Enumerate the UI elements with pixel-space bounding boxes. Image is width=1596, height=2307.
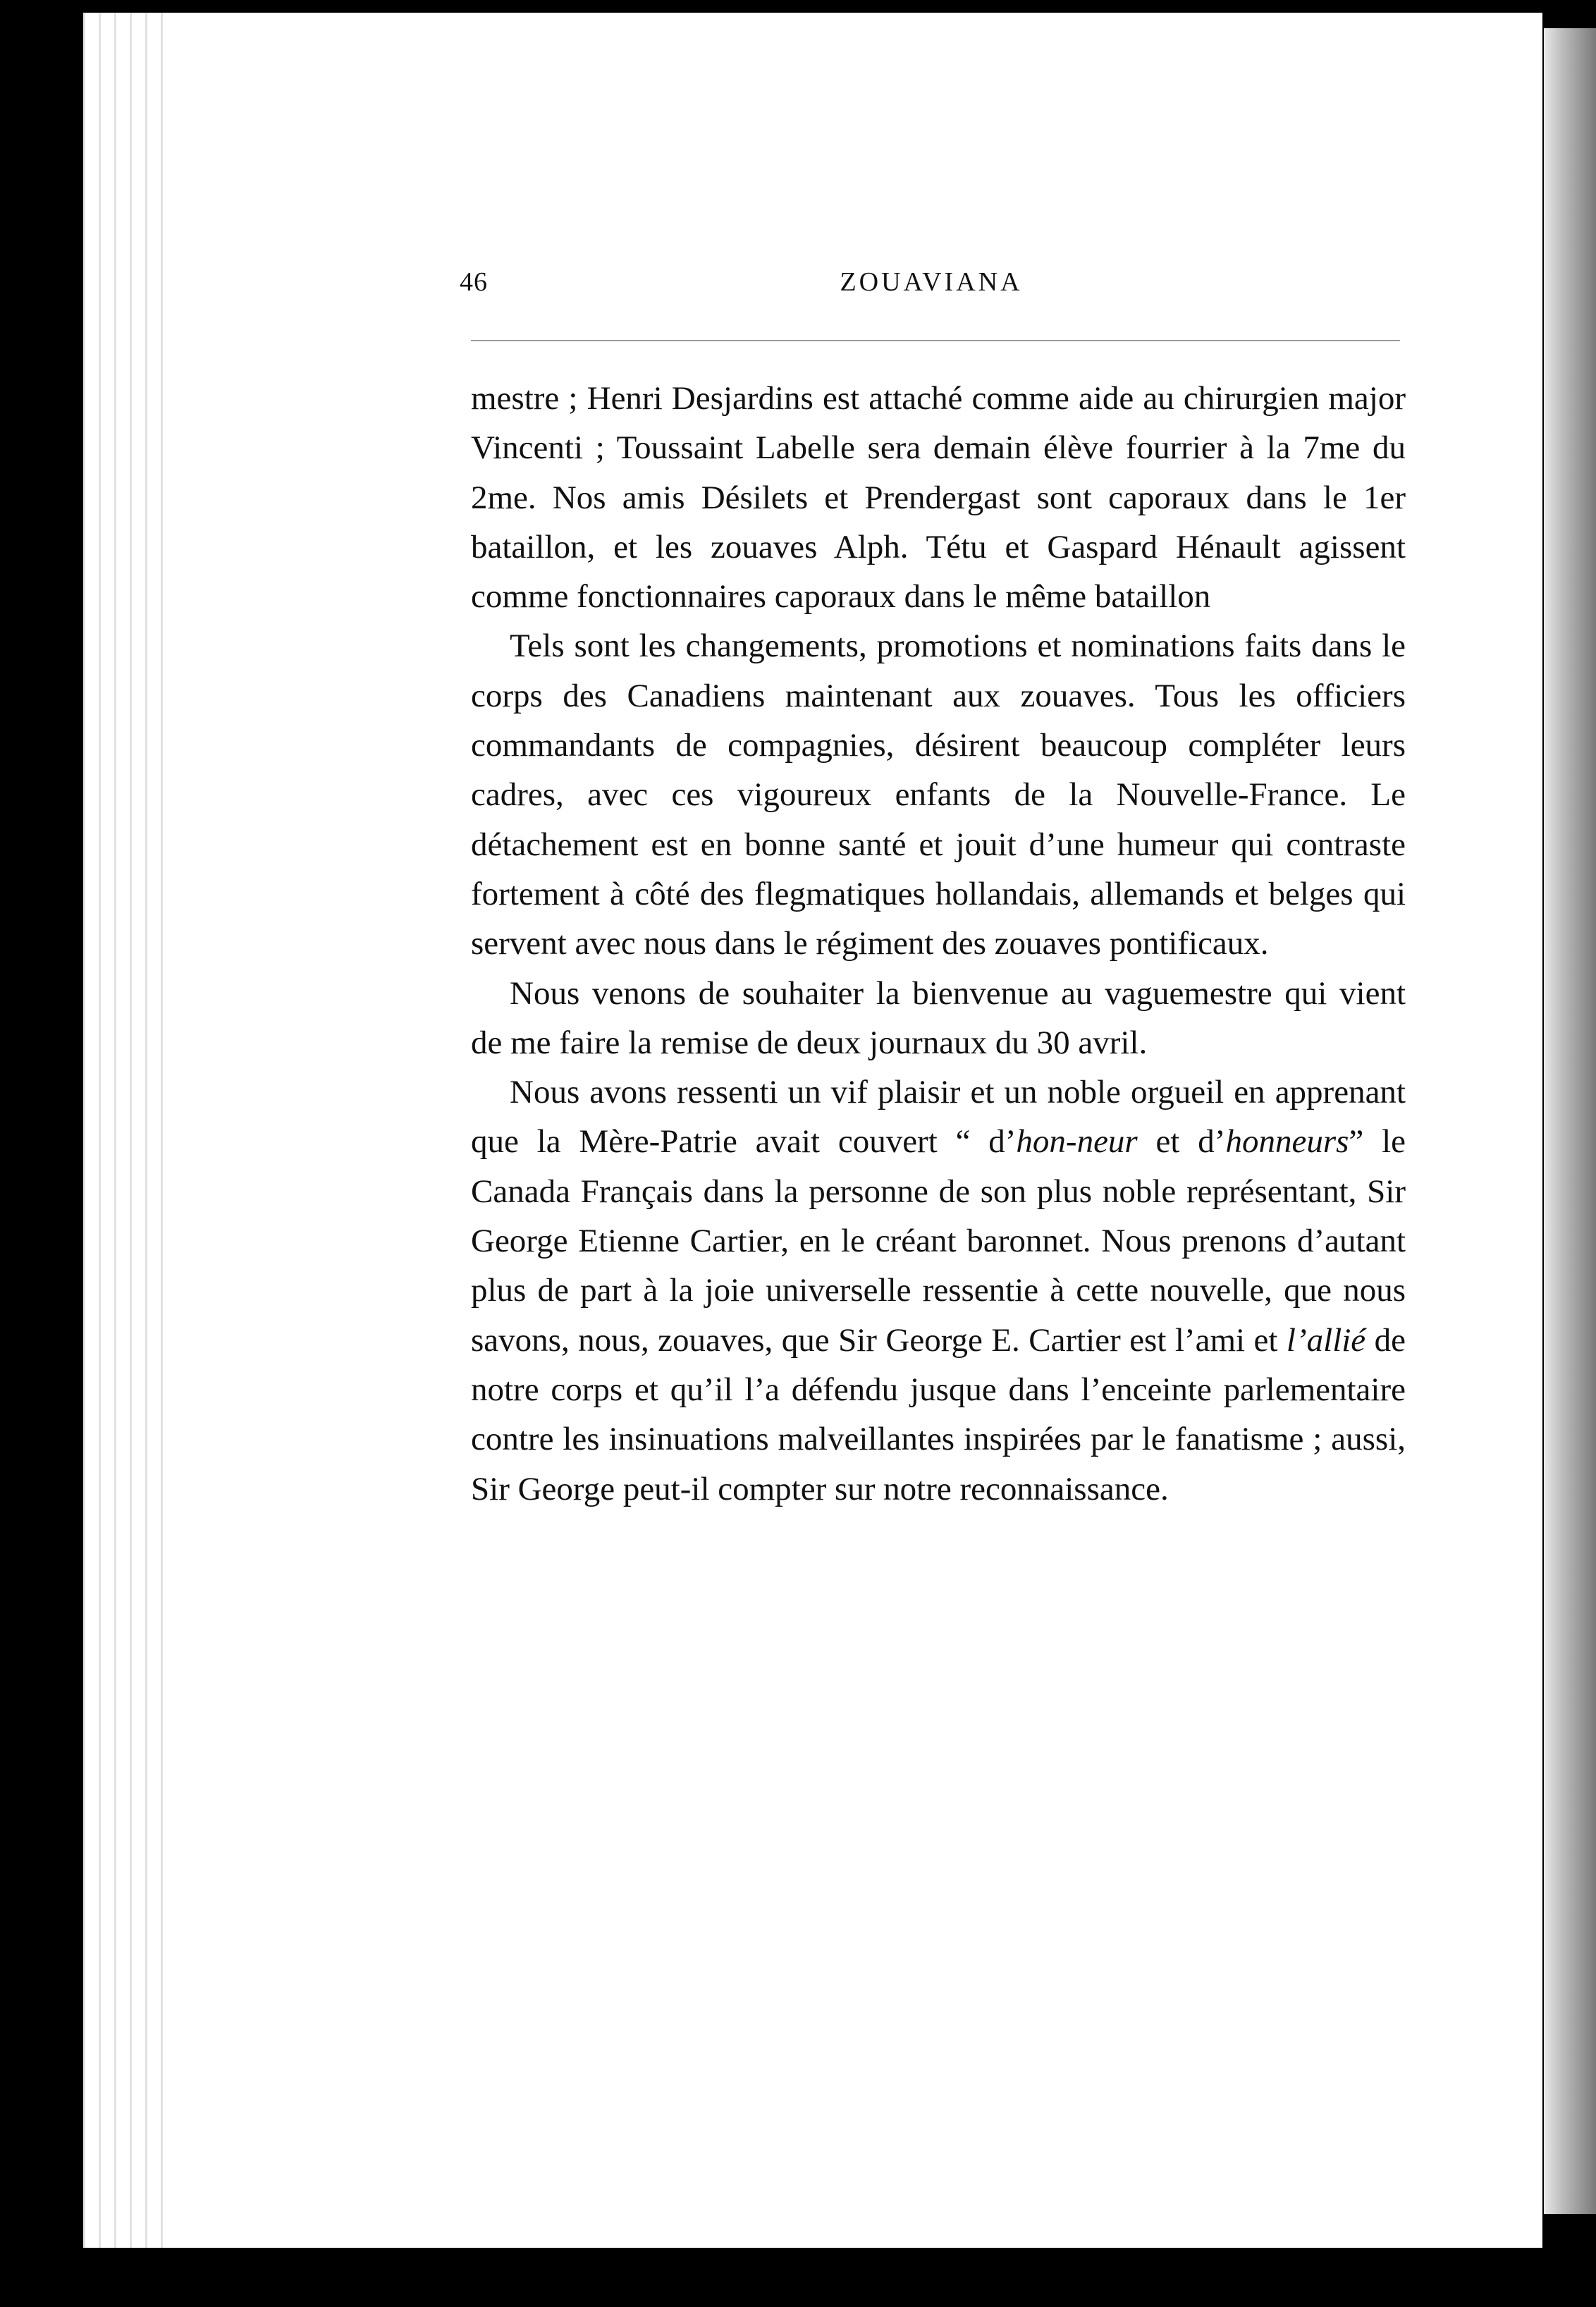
paragraph-4-part-1: Nous avons ressenti un vif plaisir et un noble orgueil en apprenant que la Mère-Patrie avait couvert “ d’ bbox=[471, 1074, 1406, 1161]
paragraph-1: mestre ; Henri Desjardins est attaché comme aide au chirurgien major Vincenti ; Toussaint Labelle sera demain élève fourrier à la 7me du 2me. Nos amis Désilets et Prendergast sont caporaux dans le 1er bataillon, et les zouaves Alph. Tétu et Gaspard Hénault agissent comme fonctionnaires caporaux dans le même bataillon bbox=[471, 380, 1406, 616]
paragraph-3: Nous venons de souhaiter la bienvenue au vaguemestre qui vient de me faire la remise de deux journaux du 30 avril. bbox=[471, 974, 1406, 1061]
header-rule bbox=[471, 340, 1400, 341]
italic-honneurs: honneurs bbox=[1225, 1123, 1349, 1161]
paragraph-4-part-3: ” le Canada Français dans la personne de son plus noble représentant, Sir George Etienne Cartier, en le créant baronnet. Nous prenons d’autant plus de part à la joie universelle ressentie à cette nouvelle, que nous savons, nous, zouaves, que Sir George E. Cartier est l’ami et bbox=[471, 1123, 1406, 1359]
italic-allie: l’allié bbox=[1286, 1321, 1366, 1359]
page-number: 46 bbox=[460, 267, 488, 297]
paragraph-4-part-4: de notre corps et qu’il l’a défendu jusque dans l’enceinte parlementaire contre les insinuations malveillantes inspirées par le fanatisme ; aussi, Sir George peut-il compter sur notre reconnaissance. bbox=[471, 1321, 1406, 1507]
italic-honneur: hon-neur bbox=[1016, 1123, 1138, 1161]
body-text bbox=[471, 374, 1406, 1514]
paragraph-4 bbox=[471, 1067, 1406, 1514]
running-title: ZOUAVIANA bbox=[840, 267, 1023, 297]
running-head bbox=[460, 267, 1403, 316]
paragraph-4-part-2: et d’ bbox=[1137, 1123, 1226, 1161]
binding-shadow bbox=[1544, 28, 1596, 2214]
paragraph-2: Tels sont les changements, promotions et nominations faits dans le corps des Canadiens maintenant aux zouaves. Tous les officiers commandants de compagnies, désirent beaucoup compléter leurs cadres, avec ces vigoureux enfants de la Nouvelle-France. Le détachement est en bonne santé et jouit d’une humeur qui contraste fortement à côté des flegmatiques hollandais, allemands et belges qui servent avec nous dans le régiment des zouaves pontificaux. bbox=[471, 628, 1406, 962]
